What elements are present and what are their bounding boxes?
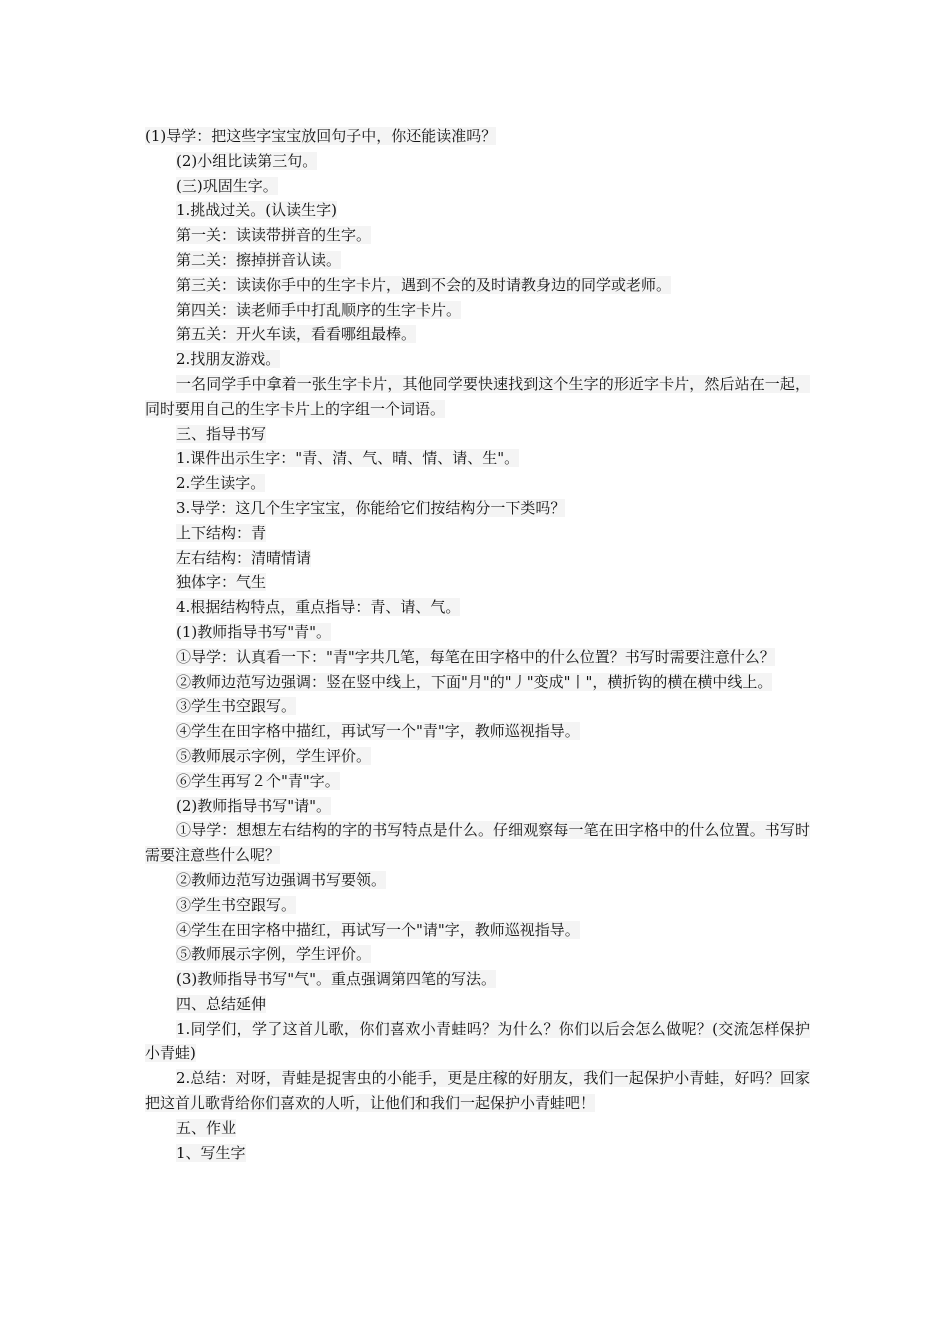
paragraph: [145, 546, 810, 571]
paragraph-text: 2.找朋友游戏。: [176, 350, 281, 369]
paragraph: [145, 893, 810, 918]
paragraph: [145, 149, 810, 174]
paragraph-text: 三、指导书写: [176, 424, 267, 443]
section-heading: [145, 992, 810, 1017]
paragraph: [145, 645, 810, 670]
paragraph: [145, 496, 810, 521]
section-heading: [145, 1116, 810, 1141]
paragraph-text: 1.课件出示生字："青、清、气、晴、情、请、生"。: [176, 449, 520, 468]
paragraph: [145, 595, 810, 620]
paragraph-text: 第四关：读老师手中打乱顺序的生字卡片。: [176, 300, 462, 319]
paragraph: [145, 372, 810, 422]
paragraph-text: ⑤教师展示字例，学生评价。: [176, 945, 372, 964]
paragraph-text: ⑥学生再写２个"青"字。: [176, 771, 340, 790]
paragraph: [145, 794, 810, 819]
paragraph-text: 3.导学：这几个生字宝宝，你能给它们按结构分一下类吗？: [176, 498, 566, 517]
paragraph-text: ④学生在田字格中描红，再试写一个"青"字，教师巡视指导。: [176, 722, 580, 741]
paragraph: [145, 1141, 810, 1166]
paragraph-text: 1.挑战过关。(认读生字): [176, 201, 338, 220]
paragraph-text: ②教师边范写边强调：竖在竖中线上，下面"月"的"丿"变成"丨"，横折钩的横在横中线上。: [176, 672, 773, 691]
paragraph-text: (3)教师指导书写"气"。重点强调第四笔的写法。: [176, 970, 497, 989]
paragraph-text: 独体字：气生: [176, 573, 267, 592]
paragraph: [145, 446, 810, 471]
paragraph: [145, 967, 810, 992]
paragraph: [145, 298, 810, 323]
paragraph: [145, 521, 810, 546]
paragraph: [145, 198, 810, 223]
paragraph: [145, 868, 810, 893]
paragraph-text: (三)巩固生字。: [176, 176, 278, 195]
paragraph: [145, 620, 810, 645]
paragraph: [145, 942, 810, 967]
paragraph-text: 左右结构：清晴情请: [176, 548, 312, 567]
paragraph-text: 1.同学们，学了这首儿歌，你们喜欢小青蛙吗？为什么？你们以后会怎么做呢？(交流怎样保护小青蛙): [145, 1019, 810, 1063]
paragraph-text: 第二关：擦掉拼音认读。: [176, 250, 342, 269]
paragraph-text: ①导学：认真看一下："青"字共几笔，每笔在田字格中的什么位置？书写时需要注意什么？: [176, 647, 775, 666]
paragraph-text: ③学生书空跟写。: [176, 895, 297, 914]
paragraph-text: 四、总结延伸: [176, 994, 267, 1013]
paragraph-text: 一名同学手中拿着一张生字卡片，其他同学要快速找到这个生字的形近字卡片，然后站在一起，同时要用自己的生字卡片上的字组一个词语。: [145, 374, 810, 418]
paragraph-text: 上下结构：青: [176, 523, 267, 542]
paragraph: [145, 818, 810, 868]
paragraph-text: ⑤教师展示字例，学生评价。: [176, 746, 372, 765]
paragraph: [145, 1017, 810, 1067]
section-heading: [145, 422, 810, 447]
paragraph: [145, 322, 810, 347]
paragraph-text: 五、作业: [176, 1118, 237, 1137]
paragraph: [145, 744, 810, 769]
paragraph: [145, 124, 810, 149]
paragraph-text: (2)小组比读第三句。: [176, 151, 318, 170]
paragraph: [145, 694, 810, 719]
paragraph: [145, 670, 810, 695]
paragraph-text: ③学生书空跟写。: [176, 697, 297, 716]
paragraph: [145, 570, 810, 595]
paragraph: [145, 719, 810, 744]
paragraph-text: 2.学生读字。: [176, 474, 266, 493]
paragraph: [145, 273, 810, 298]
paragraph-text: 4.根据结构特点，重点指导：青、请、气。: [176, 598, 461, 617]
paragraph-text: 2.总结：对呀，青蛙是捉害虫的小能手，更是庄稼的好朋友，我们一起保护小青蛙，好吗？回家把这首儿歌背给你们喜欢的人听，让他们和我们一起保护小青蛙吧！: [145, 1069, 810, 1113]
section-heading: [145, 174, 810, 199]
paragraph-text: (2)教师指导书写"请"。: [176, 796, 332, 815]
paragraph: [145, 918, 810, 943]
paragraph: [145, 769, 810, 794]
paragraph-text: ②教师边范写边强调书写要领。: [176, 870, 387, 889]
paragraph: [145, 471, 810, 496]
paragraph-text: (1)导学：把这些字宝宝放回句子中，你还能读准吗？: [145, 127, 497, 145]
paragraph: [145, 347, 810, 372]
paragraph: [145, 248, 810, 273]
paragraph-text: 1、写生字: [176, 1143, 246, 1162]
paragraph-text: ④学生在田字格中描红，再试写一个"请"字，教师巡视指导。: [176, 920, 580, 939]
paragraph: [145, 223, 810, 248]
paragraph-text: ①导学：想想左右结构的字的书写特点是什么。仔细观察每一笔在田字格中的什么位置。书写时需要注意些什么呢？: [145, 821, 810, 865]
paragraph-text: (1)教师指导书写"青"。: [176, 622, 332, 641]
paragraph: [145, 1066, 810, 1116]
document-body: [145, 124, 810, 1165]
paragraph-text: 第一关：读读带拼音的生字。: [176, 226, 372, 245]
paragraph-text: 第五关：开火车读，看看哪组最棒。: [176, 325, 417, 344]
paragraph-text: 第三关：读读你手中的生字卡片，遇到不会的及时请教身边的同学或老师。: [176, 275, 672, 294]
